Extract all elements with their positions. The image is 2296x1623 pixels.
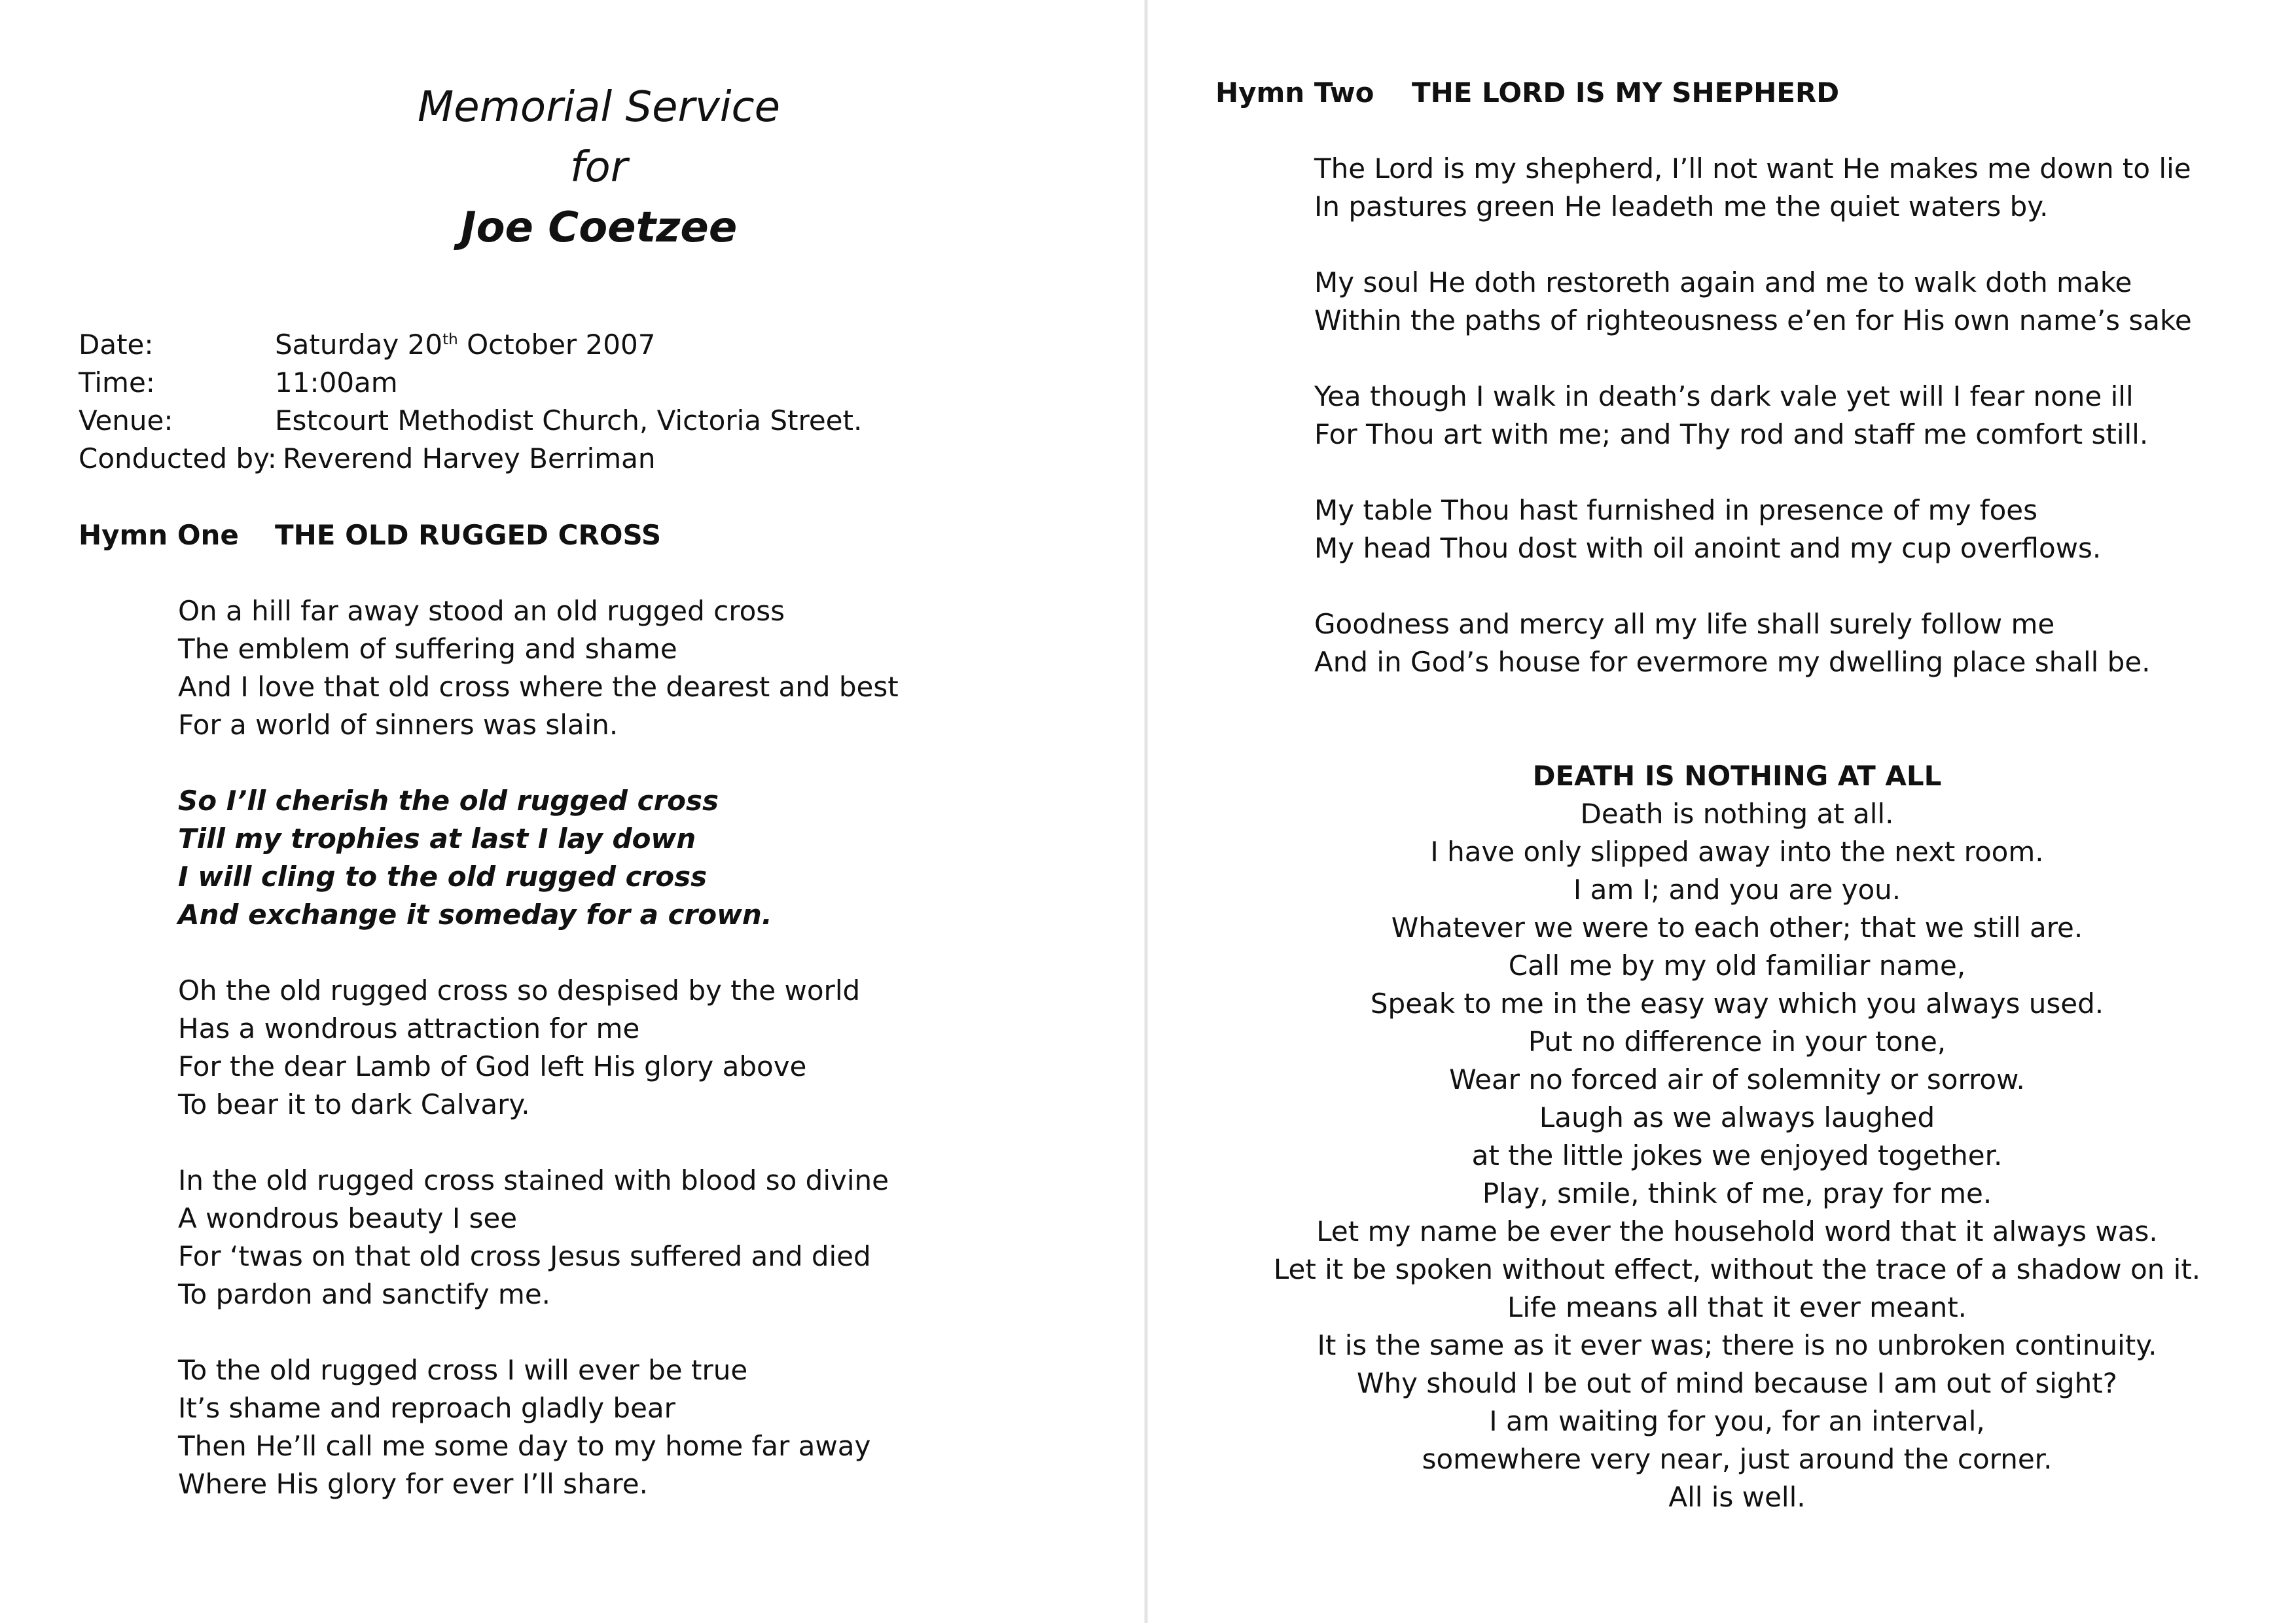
hymn-one-lyrics <box>178 592 899 1503</box>
poem-death-is-nothing-at-all <box>1148 757 2296 1516</box>
lyric-line: Within the paths of righteousness e’en for His own name’s sake <box>1314 304 2192 336</box>
poem-line: Death is nothing at all. <box>1580 798 1894 830</box>
poem-line: All is well. <box>1668 1481 1806 1513</box>
lyric-line: Where His glory for ever I’ll share. <box>178 1468 648 1500</box>
poem-line: somewhere very near, just around the corner. <box>1422 1443 2053 1475</box>
title-line-1: Memorial Service <box>417 83 781 132</box>
left-page <box>0 0 1144 1623</box>
lyric-line: So I’ll cherish the old rugged cross <box>178 785 719 817</box>
chorus-stanza <box>178 782 899 934</box>
poem-line: It is the same as it ever was; there is no unbroken continuity. <box>1317 1329 2157 1361</box>
lyric-line: On a hill far away stood an old rugged cross <box>178 595 785 627</box>
lyric-line: And I love that old cross where the dearest and best <box>178 671 899 703</box>
lyric-line: To pardon and sanctify me. <box>178 1278 551 1310</box>
lyric-line: To the old rugged cross I will ever be true <box>178 1354 748 1386</box>
stanza <box>178 592 899 744</box>
detail-row-date <box>79 326 862 364</box>
lyric-line: In the old rugged cross stained with blood so divine <box>178 1164 889 1196</box>
stanza <box>1314 378 2192 454</box>
detail-value: Saturday 20th October 2007 <box>275 329 656 361</box>
poem-line: I am waiting for you, for an interval, <box>1489 1405 1985 1437</box>
lyric-line: For Thou art with me; and Thy rod and staff me comfort still. <box>1314 418 2149 450</box>
stanza <box>1314 264 2192 340</box>
poem-line: Laugh as we always laughed <box>1539 1101 1935 1133</box>
detail-value: 11:00am <box>275 366 398 399</box>
lyric-line: The emblem of suffering and shame <box>178 633 677 665</box>
detail-row-conducted-by <box>79 440 862 478</box>
poem-line: Whatever we were to each other; that we still are. <box>1391 912 2083 944</box>
lyric-line: Till my trophies at last I lay down <box>178 823 696 855</box>
lyric-line: It’s shame and reproach gladly bear <box>178 1392 675 1424</box>
detail-row-venue <box>79 402 862 440</box>
lyric-line: In pastures green He leadeth me the quiet waters by. <box>1314 190 2049 223</box>
lyric-line: And exchange it someday for a crown. <box>178 899 772 931</box>
lyric-line: To bear it to dark Calvary. <box>178 1088 530 1120</box>
lyric-line: Then He’ll call me some day to my home far away <box>178 1430 871 1462</box>
poem-line: at the little jokes we enjoyed together. <box>1471 1139 2003 1171</box>
lyric-line: And in God’s house for evermore my dwelling place shall be. <box>1314 646 2151 678</box>
hymn-one-heading <box>79 516 661 554</box>
hymn-label: Hymn Two <box>1215 77 1374 109</box>
lyric-line: Oh the old rugged cross so despised by the world <box>178 974 861 1007</box>
lyric-line: My soul He doth restoreth again and me to walk doth make <box>1314 266 2132 298</box>
lyric-line: I will cling to the old rugged cross <box>178 861 708 893</box>
stanza <box>1314 150 2192 226</box>
poem-line: Play, smile, think of me, pray for me. <box>1482 1177 1992 1209</box>
lyric-line: The Lord is my shepherd, I’ll not want He makes me down to lie <box>1314 152 2191 185</box>
stanza <box>1314 605 2192 681</box>
lyric-line: Has a wondrous attraction for me <box>178 1012 640 1044</box>
hymn-label: Hymn One <box>79 519 239 551</box>
poem-line: Life means all that it ever meant. <box>1507 1291 1967 1323</box>
hymn-title: THE OLD RUGGED CROSS <box>275 519 662 551</box>
lyric-line: My head Thou dost with oil anoint and my cup overflows. <box>1314 532 2102 564</box>
lyric-line: Yea though I walk in death’s dark vale yet will I fear none ill <box>1314 380 2134 412</box>
lyric-line: For a world of sinners was slain. <box>178 709 619 741</box>
deceased-name: Joe Coetzee <box>460 204 738 252</box>
hymn-title: THE LORD IS MY SHEPHERD <box>1412 77 1840 109</box>
detail-label: Time: <box>79 366 155 399</box>
poem-line: I am I; and you are you. <box>1573 874 1901 906</box>
detail-value: Estcourt Methodist Church, Victoria Street. <box>275 404 863 437</box>
poem-line: Let my name be ever the household word that it always was. <box>1316 1215 2158 1247</box>
lyric-line: For the dear Lamb of God left His glory above <box>178 1050 807 1082</box>
lyric-line: Goodness and mercy all my life shall surely follow me <box>1314 608 2055 640</box>
lyric-line: For ‘twas on that old cross Jesus suffered and died <box>178 1240 871 1272</box>
poem-line: Why should I be out of mind because I am out of sight? <box>1357 1367 2117 1399</box>
lyric-line: A wondrous beauty I see <box>178 1202 518 1234</box>
lyric-line: My table Thou hast furnished in presence of my foes <box>1314 494 2038 526</box>
poem-line: I have only slipped away into the next room. <box>1430 836 2044 868</box>
stanza <box>178 1162 899 1313</box>
poem-line: Let it be spoken without effect, without the trace of a shadow on it. <box>1273 1253 2201 1285</box>
detail-label: Date: <box>79 329 154 361</box>
service-title <box>0 77 1198 258</box>
detail-label: Conducted by: <box>79 442 277 474</box>
poem-title: DEATH IS NOTHING AT ALL <box>1532 760 1942 792</box>
poem-line: Call me by my old familiar name, <box>1508 950 1966 982</box>
poem-line: Wear no forced air of solemnity or sorrow. <box>1449 1063 2025 1096</box>
poem-line: Speak to me in the easy way which you always used. <box>1370 988 2104 1020</box>
title-line-2: for <box>570 143 628 192</box>
hymn-two-heading <box>1215 74 1839 112</box>
poem-line: Put no difference in your tone, <box>1528 1026 1946 1058</box>
detail-row-time <box>79 364 862 402</box>
stanza <box>178 1351 899 1503</box>
detail-label: Venue: <box>79 404 173 437</box>
stanza <box>178 972 899 1124</box>
stanza <box>1314 491 2192 567</box>
detail-value: Reverend Harvey Berriman <box>283 442 656 474</box>
service-details <box>79 326 862 478</box>
hymn-two-lyrics <box>1314 150 2192 681</box>
